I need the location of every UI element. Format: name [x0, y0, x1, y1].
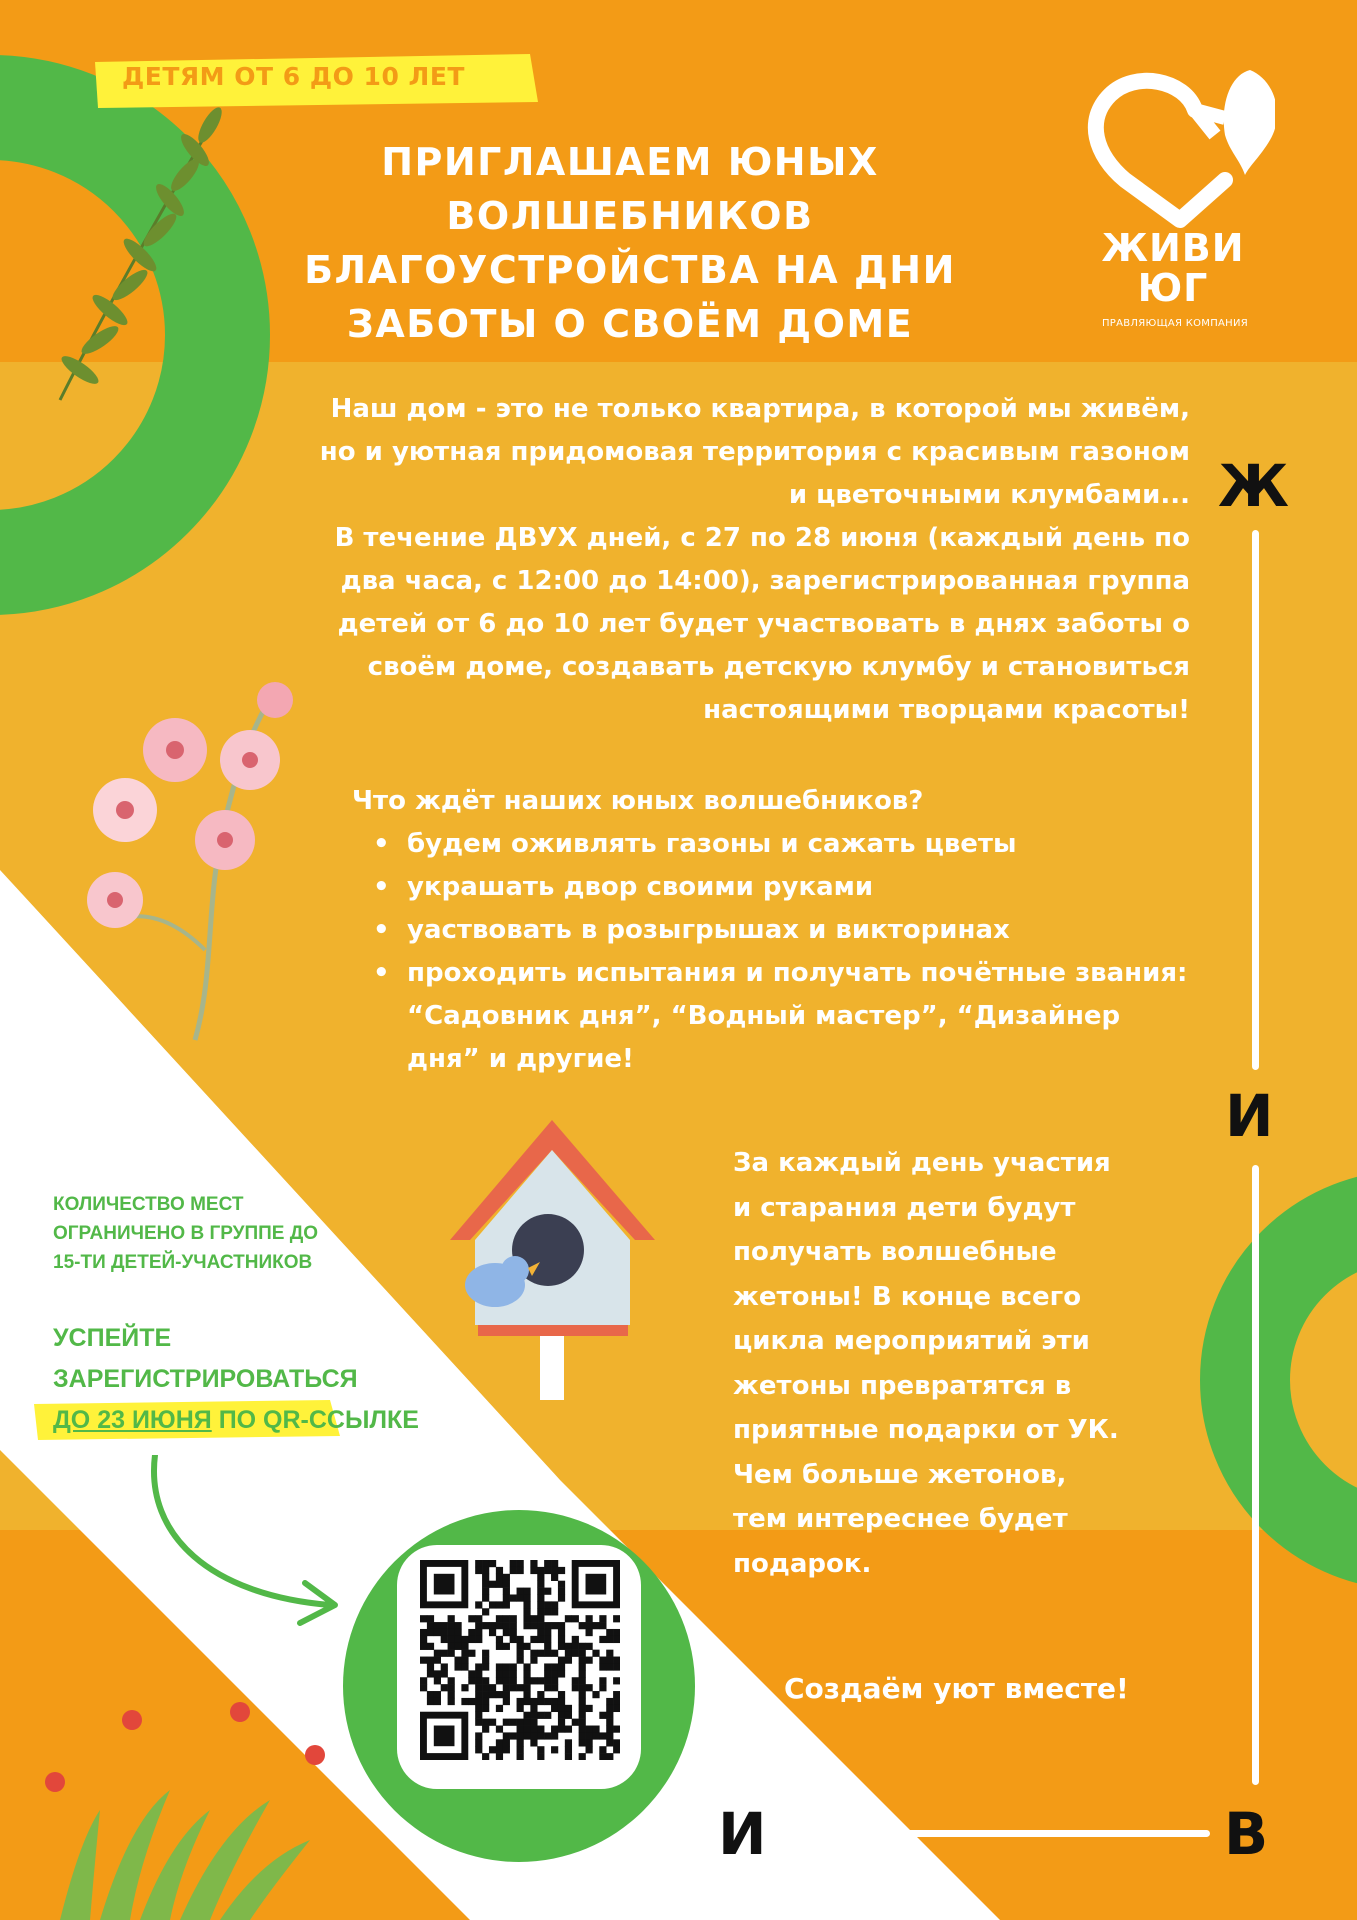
list-item: • украшать двор своими руками: [373, 866, 1193, 909]
birdhouse-decoration: [440, 1110, 660, 1400]
side-letter: И: [718, 1800, 767, 1868]
hurry-line: [53, 1400, 473, 1441]
title-line: БЛАГОУСТРОЙСТВА НА ДНИ: [304, 248, 956, 292]
tokens-line: получать волшебные: [733, 1237, 1057, 1267]
tokens-line: подарок.: [733, 1548, 872, 1579]
limit-line: ОГРАНИЧЕНО В ГРУППЕ ДО: [53, 1223, 319, 1244]
intro-line: но и уютная придомовая территория с красивым газоном: [319, 437, 1190, 467]
hurry-line: УСПЕЙТЕ: [53, 1324, 172, 1352]
tokens-line: и старания дети будут: [733, 1192, 1076, 1223]
leaf-branch-decoration: [20, 80, 250, 410]
limit-line: 15-ТИ ДЕТЕЙ-УЧАСТНИКОВ: [53, 1252, 313, 1273]
age-badge-text: ДЕТЯМ ОТ 6 ДО 10 ЛЕТ: [122, 62, 465, 91]
hurry-line: ЗАРЕГИСТРИРОВАТЬСЯ: [53, 1365, 358, 1393]
side-letter: И: [1225, 1082, 1274, 1150]
registration-call: [53, 1318, 473, 1441]
tokens-line: жетоны! В конце всего: [733, 1281, 1082, 1312]
side-line: [1252, 1165, 1259, 1785]
limit-line: КОЛИЧЕСТВО МЕСТ: [53, 1194, 244, 1215]
closing-slogan: Создаём уют вместе!: [784, 1672, 1129, 1705]
list-item: • проходить испытания и получать почётные звания: “Садовник дня”, “Водный мастер”, “Дизайнер дня” и другие!: [373, 952, 1193, 1081]
tokens-line: приятные подарки от УК.: [733, 1415, 1119, 1445]
intro-line: и цветочными клумбами...: [788, 480, 1190, 510]
deadline-date: ДО 23 ИЮНЯ: [53, 1406, 212, 1434]
intro-line: своём доме, создавать детскую клумбу и становиться: [367, 652, 1190, 682]
arrow-to-qr-icon: [140, 1455, 350, 1635]
activities-list: [373, 823, 1193, 1081]
side-line: [1252, 530, 1259, 1070]
tokens-line: цикла мероприятий эти: [733, 1326, 1090, 1356]
logo-name-line: ЖИВИ: [1101, 226, 1245, 270]
list-item: • уаствовать в розыгрышах и викторинах: [373, 909, 1193, 952]
page-title: [230, 135, 1030, 351]
intro-line: два часа, с 12:00 до 14:00), зарегистрированная группа: [340, 566, 1190, 596]
logo-subtitle: ПРАВЛЯЮЩАЯ КОМПАНИЯ: [1101, 318, 1249, 329]
heart-drop-icon: [1075, 60, 1275, 230]
title-line: ВОЛШЕБНИКОВ: [446, 194, 814, 238]
title-line: ЗАБОТЫ О СВОЁМ ДОМЕ: [346, 302, 914, 346]
tokens-line: жетоны превратятся в: [733, 1370, 1072, 1401]
tokens-line: Чем больше жетонов,: [733, 1459, 1067, 1490]
tokens-line: За каждый день участия: [733, 1148, 1111, 1178]
intro-line: детей от 6 до 10 лет будет участвовать в днях заботы о: [337, 609, 1190, 639]
tokens-text: [733, 1141, 1193, 1586]
intro-line: Наш дом - это не только квартира, в которой мы живём,: [330, 394, 1190, 424]
side-letter: Ж: [1218, 452, 1289, 520]
title-line: ПРИГЛАШАЕМ ЮНЫХ: [381, 140, 879, 184]
qr-link-label: ПО QR-ССЫЛКЕ: [218, 1406, 419, 1434]
activities-heading: Что ждёт наших юных волшебников?: [352, 786, 924, 816]
qr-code[interactable]: [420, 1560, 620, 1760]
places-limit-note: [53, 1190, 383, 1277]
logo-name-line: ЮГ: [1137, 266, 1209, 310]
intro-line: настоящими творцами красоты!: [703, 695, 1190, 725]
grass-flowers-decoration: [20, 1690, 340, 1920]
tokens-line: тем интереснее будет: [733, 1504, 1068, 1534]
side-letter: В: [1224, 1800, 1269, 1868]
intro-line: В течение ДВУХ дней, с 27 по 28 июня (каждый день по: [334, 523, 1190, 553]
list-item: • будем оживлять газоны и сажать цветы: [373, 823, 1193, 866]
intro-text: [140, 388, 1190, 732]
logo-name: [1088, 228, 1258, 308]
side-line: [790, 1830, 1210, 1837]
